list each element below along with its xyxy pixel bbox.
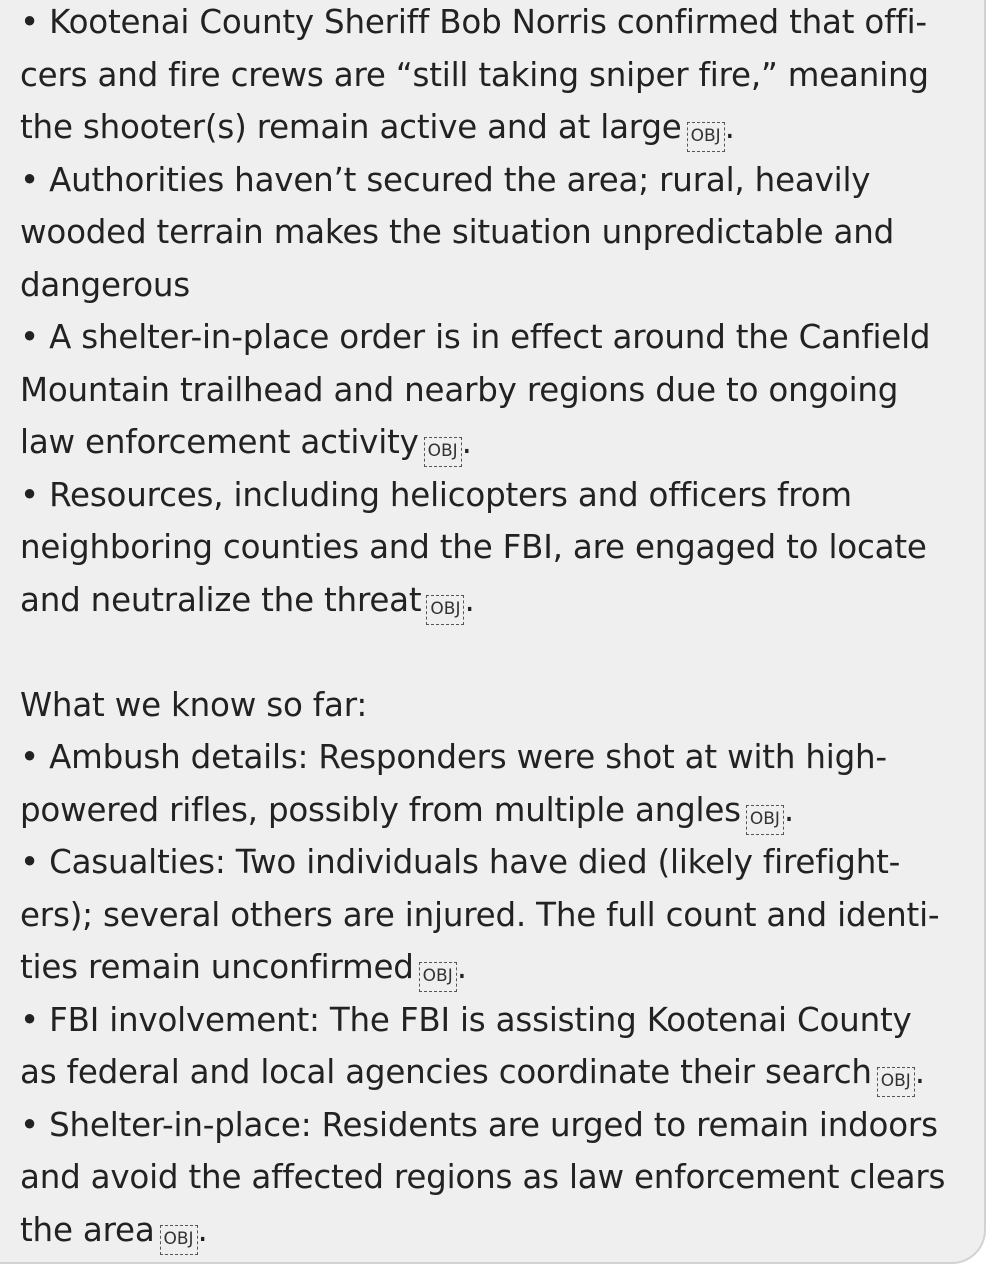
text-line: ties remain unconfirmed OBJ . xyxy=(20,941,970,994)
text-line: dangerous xyxy=(20,265,191,304)
text-line: cers and fire crews are “still taking sniper fire,” meaning xyxy=(20,55,929,94)
text-line: Mountain trailhead and nearby regions due to ongoing xyxy=(20,370,899,409)
text-line: ers); several others are injured. The full count and identi- xyxy=(20,895,940,934)
chat-message-text xyxy=(20,0,970,1256)
object-replacement-icon: OBJ xyxy=(426,595,464,625)
text-line: as federal and local agencies coordinate their search OBJ . xyxy=(20,1046,970,1099)
paragraph-spacer xyxy=(20,626,970,679)
text-line: • Casualties: Two individuals have died (likely firefight- xyxy=(20,843,901,881)
text-line: • Ambush details: Responders were shot at with high- xyxy=(20,738,887,776)
text-line: • Shelter-in-place: Residents are urged to remain indoors xyxy=(20,1105,938,1144)
text-line: powered rifles, possibly from multiple angles OBJ . xyxy=(20,784,970,837)
text-line: law enforcement activity OBJ . xyxy=(20,416,970,469)
text-line: wooded terrain makes the situation unpredictable and xyxy=(20,213,895,251)
text-line: • Kootenai County Sheriff Bob Norris confirmed that offi- xyxy=(20,3,927,41)
object-replacement-icon: OBJ xyxy=(687,122,725,152)
section-heading: What we know so far: xyxy=(20,685,368,724)
text-line: and neutralize the threat OBJ . xyxy=(20,574,970,627)
object-replacement-icon: OBJ xyxy=(160,1225,198,1255)
text-line: • Authorities haven’t secured the area; rural, heavily xyxy=(20,160,871,199)
text-line: • FBI involvement: The FBI is assisting Kootenai County xyxy=(20,1000,912,1039)
text-line: • Resources, including helicopters and officers from xyxy=(20,475,852,514)
text-line: neighboring counties and the FBI, are engaged to locate xyxy=(20,528,927,566)
object-replacement-icon: OBJ xyxy=(419,962,457,992)
text-line: • A shelter-in-place order is in effect around the Canfield xyxy=(20,318,931,356)
text-line: the shooter(s) remain active and at large OBJ . xyxy=(20,101,970,154)
object-replacement-icon: OBJ xyxy=(424,437,462,467)
object-replacement-icon: OBJ xyxy=(746,805,784,835)
text-line: and avoid the affected regions as law enforcement clears xyxy=(20,1158,946,1196)
object-replacement-icon: OBJ xyxy=(877,1067,915,1097)
text-line: the area OBJ . xyxy=(20,1204,970,1257)
